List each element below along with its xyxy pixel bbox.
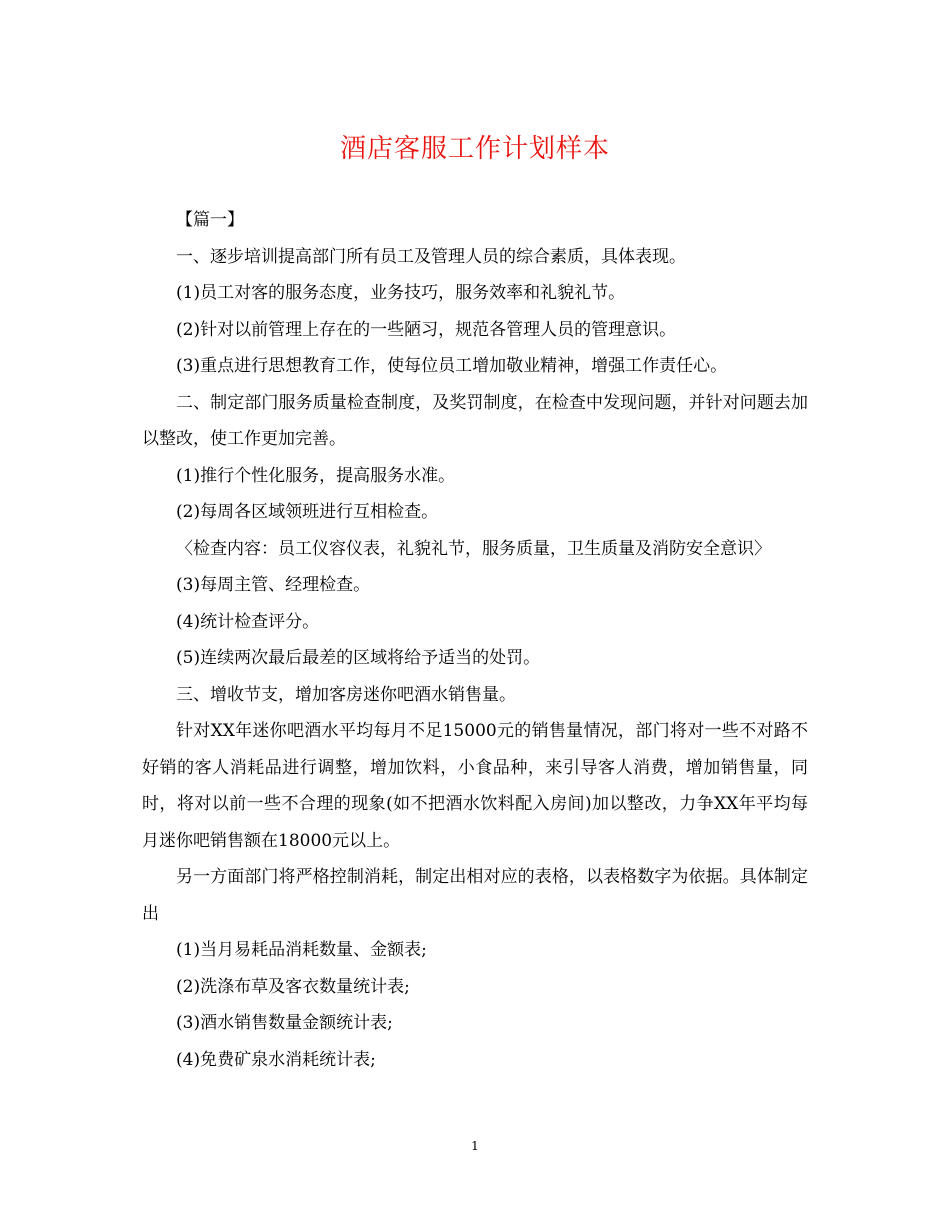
list-item: (4)统计检查评分。 xyxy=(176,611,320,632)
list-item: (4)免费矿泉水消耗统计表; xyxy=(176,1049,376,1070)
paragraph: 〈检查内容：员工仪容仪表，礼貌礼节，服务质量，卫生质量及消防安全意识〉 xyxy=(176,538,771,559)
section-heading-part-one: 【篇一】 xyxy=(176,210,244,230)
paragraph: 二、制定部门服务质量检查制度，及奖罚制度，在检查中发现问题，并针对问题去加以整改，使工作更加完善。 xyxy=(142,392,808,449)
document-title: 酒店客服工作计划样本 xyxy=(339,134,610,164)
list-item: (1)当月易耗品消耗数量、金额表; xyxy=(176,940,427,960)
list-item: (3)酒水销售数量金额统计表; xyxy=(176,1013,393,1033)
list-item: (3)重点进行思想教育工作，使每位员工增加敬业精神，增强工作责任心。 xyxy=(176,356,728,376)
list-item: (5)连续两次最后最差的区域将给予适当的处罚。 xyxy=(176,648,541,668)
list-item: (2)洗涤布草及客衣数量统计表; xyxy=(176,976,410,997)
list-item: (3)每周主管、经理检查。 xyxy=(176,575,371,595)
paragraph: 一、逐步培训提高部门所有员工及管理人员的综合素质，具体表现。 xyxy=(176,246,686,267)
list-item: (2)针对以前管理上存在的一些陋习，规范各管理人员的管理意识。 xyxy=(176,319,677,340)
list-item: (1)员工对客的服务态度，业务技巧，服务效率和礼貌礼节。 xyxy=(176,283,626,303)
paragraph: 针对XX年迷你吧酒水平均每月不足15000元的销售量情况，部门将对一些不对路不好销的客人消耗品进行调整，增加饮料，小食品种，来引导客人消费，增加销售量，同时，将对以前一些不合理的现象(如不把酒水饮料配入房间)加以整改，力争XX年平均每月迷你吧销售额在18000元以上。 xyxy=(142,721,808,851)
list-item: (1)推行个性化服务，提高服务水准。 xyxy=(176,465,456,486)
paragraph: 三、增收节支，增加客房迷你吧酒水销售量。 xyxy=(176,684,516,705)
page-number: 1 xyxy=(471,1139,479,1153)
paragraph: 另一方面部门将严格控制消耗，制定出相对应的表格，以表格数字为依据。具体制定出 xyxy=(142,867,808,924)
document-body xyxy=(142,202,808,1078)
list-item: (2)每周各区域领班进行互相检查。 xyxy=(176,502,439,522)
